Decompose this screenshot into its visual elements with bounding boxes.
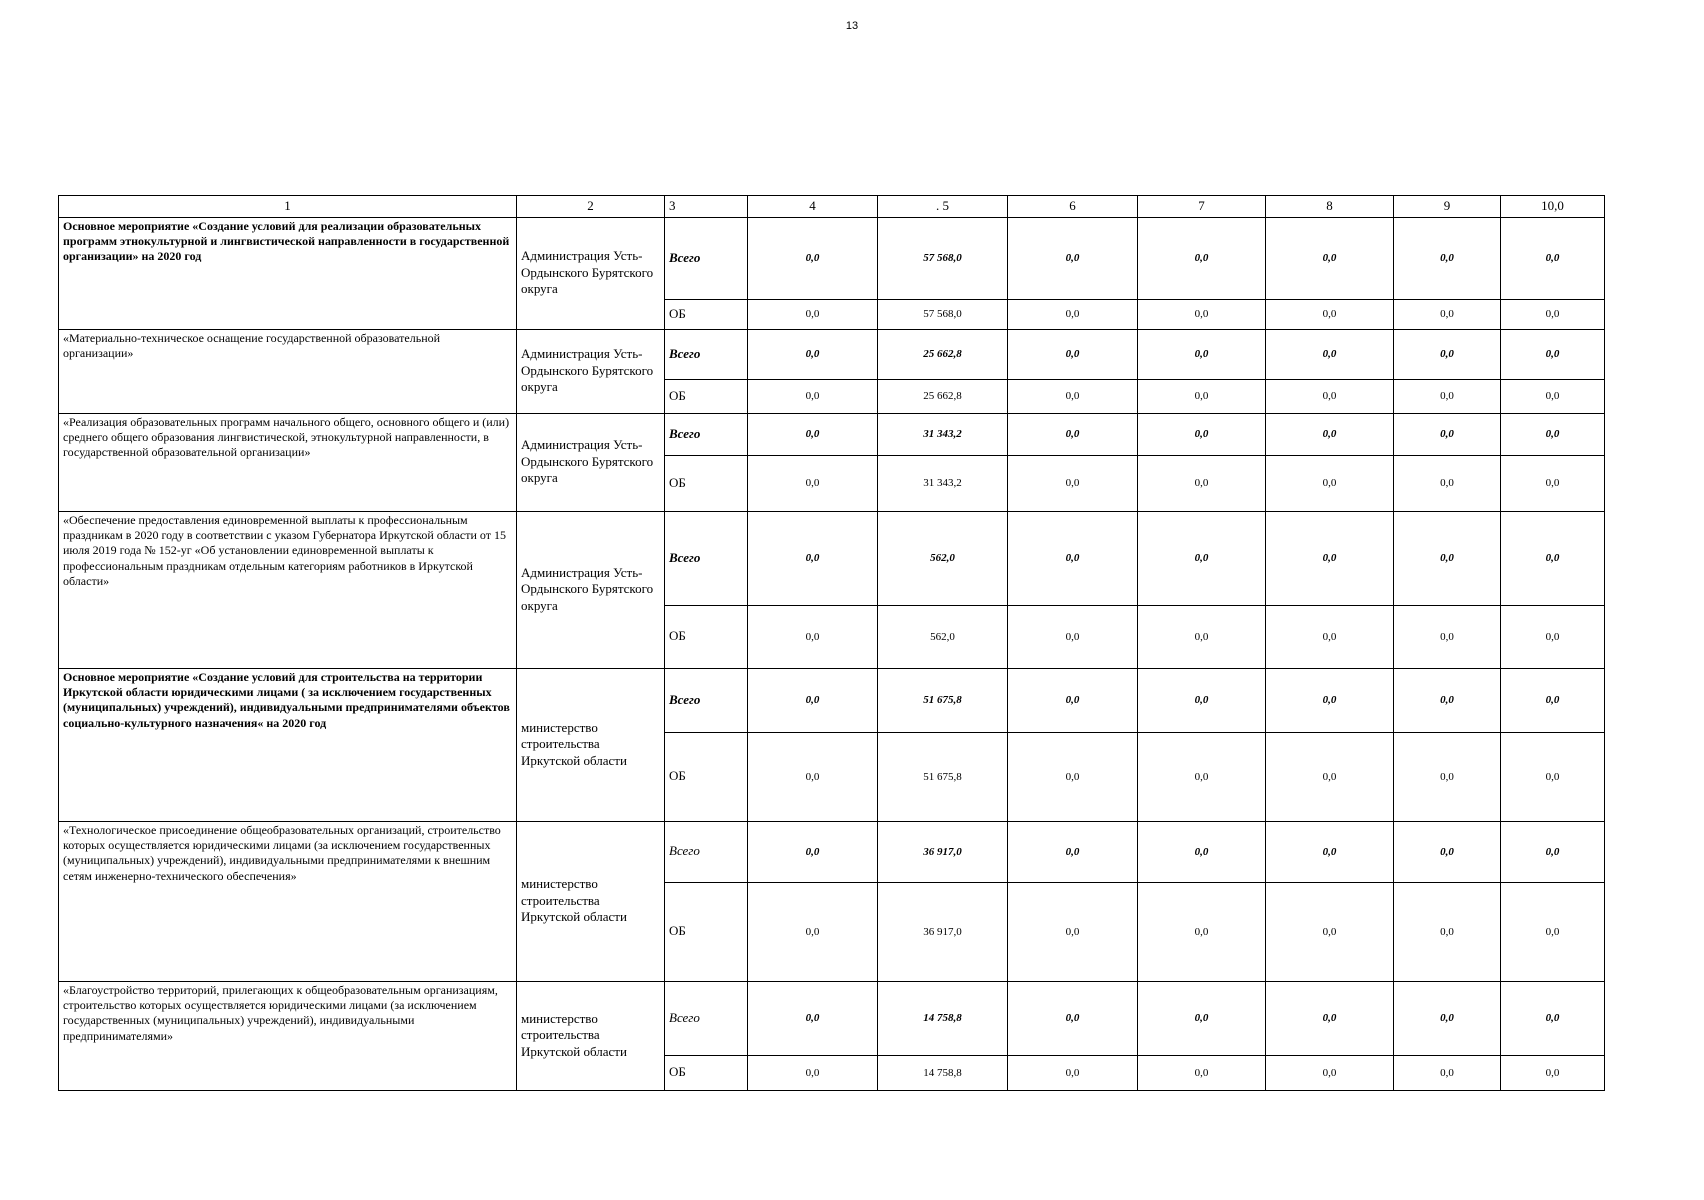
value-cell: 0,0	[1501, 299, 1605, 329]
activity-description: «Реализация образовательных программ начального общего, основного общего и (или) среднего общего образования лингвистической, этнокультурной направленности, в государственной образовательной организации»	[59, 413, 517, 511]
value-cell: 0,0	[1501, 511, 1605, 605]
value-cell: 0,0	[1008, 217, 1138, 299]
header-cell: 9	[1394, 196, 1501, 218]
value-cell: 0,0	[1138, 668, 1266, 732]
value-cell: 0,0	[748, 605, 878, 668]
value-cell: 0,0	[748, 299, 878, 329]
table-body	[59, 196, 1605, 1091]
budget-table	[58, 195, 1605, 1091]
value-cell: 0,0	[1138, 605, 1266, 668]
funding-source-total: Всего	[665, 329, 748, 379]
value-cell: 0,0	[1008, 379, 1138, 413]
value-cell: 0,0	[1501, 329, 1605, 379]
value-cell: 0,0	[1501, 413, 1605, 455]
value-cell: 14 758,8	[878, 1055, 1008, 1090]
value-cell: 0,0	[1266, 217, 1394, 299]
table-row-total	[59, 217, 1605, 299]
activity-description: «Благоустройство территорий, прилегающих к общеобразовательным организациям, строительство которых осуществляется юридическими лицами (за исключением государственных (муниципальных) учреждений), индивидуальными предпринимателями»	[59, 981, 517, 1090]
value-cell: 0,0	[1501, 379, 1605, 413]
value-cell: 0,0	[1394, 329, 1501, 379]
value-cell: 0,0	[748, 981, 878, 1055]
value-cell: 0,0	[1394, 605, 1501, 668]
value-cell: 0,0	[1138, 455, 1266, 511]
table-row-total	[59, 329, 1605, 379]
header-cell: 4	[748, 196, 878, 218]
header-cell: 8	[1266, 196, 1394, 218]
value-cell: 0,0	[748, 455, 878, 511]
value-cell: 0,0	[1008, 668, 1138, 732]
value-cell: 0,0	[1266, 1055, 1394, 1090]
value-cell: 0,0	[748, 379, 878, 413]
value-cell: 0,0	[1394, 882, 1501, 981]
value-cell: 0,0	[1138, 329, 1266, 379]
value-cell: 0,0	[748, 511, 878, 605]
table-row-total	[59, 413, 1605, 455]
value-cell: 0,0	[1008, 299, 1138, 329]
value-cell: 0,0	[1138, 821, 1266, 882]
table-row-total	[59, 668, 1605, 732]
value-cell: 0,0	[1008, 511, 1138, 605]
value-cell: 0,0	[1394, 981, 1501, 1055]
executor-cell: Администрация Усть-Ордынского Бурятского округа	[517, 413, 665, 511]
value-cell: 0,0	[1266, 882, 1394, 981]
value-cell: 0,0	[1501, 455, 1605, 511]
funding-source-ob: ОБ	[665, 882, 748, 981]
executor-cell: Администрация Усть-Ордынского Бурятского округа	[517, 511, 665, 668]
header-cell: 3	[665, 196, 748, 218]
header-cell: 7	[1138, 196, 1266, 218]
value-cell: 0,0	[1008, 882, 1138, 981]
value-cell: 0,0	[1501, 1055, 1605, 1090]
value-cell: 0,0	[1501, 217, 1605, 299]
value-cell: 14 758,8	[878, 981, 1008, 1055]
value-cell: 0,0	[748, 821, 878, 882]
value-cell: 0,0	[748, 1055, 878, 1090]
funding-source-total: Всего	[665, 511, 748, 605]
value-cell: 0,0	[1501, 605, 1605, 668]
funding-source-ob: ОБ	[665, 605, 748, 668]
value-cell: 0,0	[1138, 413, 1266, 455]
value-cell: 0,0	[1008, 1055, 1138, 1090]
value-cell: 0,0	[1394, 379, 1501, 413]
value-cell: 0,0	[1008, 981, 1138, 1055]
value-cell: 562,0	[878, 511, 1008, 605]
value-cell: 0,0	[1266, 511, 1394, 605]
value-cell: 0,0	[1394, 511, 1501, 605]
value-cell: 0,0	[1266, 299, 1394, 329]
value-cell: 31 343,2	[878, 413, 1008, 455]
value-cell: 0,0	[1008, 413, 1138, 455]
header-cell: 6	[1008, 196, 1138, 218]
value-cell: 0,0	[748, 668, 878, 732]
value-cell: 0,0	[1394, 668, 1501, 732]
value-cell: 0,0	[1266, 668, 1394, 732]
value-cell: 51 675,8	[878, 732, 1008, 821]
value-cell: 31 343,2	[878, 455, 1008, 511]
executor-cell: министерство строительства Иркутской области	[517, 981, 665, 1090]
value-cell: 0,0	[748, 217, 878, 299]
value-cell: 0,0	[1266, 379, 1394, 413]
header-cell: 10,0	[1501, 196, 1605, 218]
value-cell: 0,0	[1266, 329, 1394, 379]
table-row-total	[59, 981, 1605, 1055]
value-cell: 0,0	[1008, 605, 1138, 668]
value-cell: 0,0	[1008, 455, 1138, 511]
funding-source-ob: ОБ	[665, 299, 748, 329]
value-cell: 0,0	[1266, 732, 1394, 821]
funding-source-ob: ОБ	[665, 732, 748, 821]
funding-source-ob: ОБ	[665, 455, 748, 511]
value-cell: 0,0	[1138, 1055, 1266, 1090]
value-cell: 25 662,8	[878, 329, 1008, 379]
value-cell: 0,0	[748, 329, 878, 379]
value-cell: 562,0	[878, 605, 1008, 668]
value-cell: 0,0	[1138, 882, 1266, 981]
executor-cell: министерство строительства Иркутской области	[517, 821, 665, 981]
table-row-total	[59, 511, 1605, 605]
value-cell: 51 675,8	[878, 668, 1008, 732]
funding-source-ob: ОБ	[665, 379, 748, 413]
value-cell: 57 568,0	[878, 299, 1008, 329]
value-cell: 0,0	[1266, 455, 1394, 511]
value-cell: 0,0	[1138, 732, 1266, 821]
header-cell: 1	[59, 196, 517, 218]
value-cell: 0,0	[748, 882, 878, 981]
activity-description: Основное мероприятие «Создание условий для строительства на территории Иркутской области юридическими лицами ( за исключением государственных (муниципальных) учреждений), индивидуальными предпринимателями объектов социально-культурного назначения« на 2020 год	[59, 668, 517, 821]
value-cell: 36 917,0	[878, 821, 1008, 882]
executor-cell: Администрация Усть-Ордынского Бурятского округа	[517, 217, 665, 329]
value-cell: 0,0	[748, 732, 878, 821]
value-cell: 36 917,0	[878, 882, 1008, 981]
value-cell: 0,0	[1138, 981, 1266, 1055]
funding-source-total: Всего	[665, 668, 748, 732]
executor-cell: Администрация Усть-Ордынского Бурятского округа	[517, 329, 665, 413]
activity-description: «Технологическое присоединение общеобразовательных организаций, строительство которых осуществляется юридическими лицами (за исключением государственных (муниципальных) учреждений), индивидуальными предпринимателями к внешним сетям инженерно-технического обеспечения»	[59, 821, 517, 981]
value-cell: 0,0	[1138, 379, 1266, 413]
activity-description: «Материально-техническое оснащение государственной образовательной организации»	[59, 329, 517, 413]
funding-source-total: Всего	[665, 217, 748, 299]
funding-source-total: Всего	[665, 821, 748, 882]
value-cell: 0,0	[1394, 821, 1501, 882]
value-cell: 0,0	[1008, 732, 1138, 821]
value-cell: 0,0	[1501, 981, 1605, 1055]
value-cell: 0,0	[1501, 821, 1605, 882]
executor-cell: министерство строительства Иркутской области	[517, 668, 665, 821]
page-number: 13	[845, 20, 859, 32]
table-row-total	[59, 821, 1605, 882]
header-row	[59, 196, 1605, 218]
value-cell: 0,0	[1394, 413, 1501, 455]
header-cell: 2	[517, 196, 665, 218]
value-cell: 0,0	[1501, 668, 1605, 732]
value-cell: 0,0	[1008, 821, 1138, 882]
funding-source-total: Всего	[665, 413, 748, 455]
value-cell: 0,0	[748, 413, 878, 455]
value-cell: 0,0	[1394, 1055, 1501, 1090]
value-cell: 0,0	[1501, 732, 1605, 821]
value-cell: 0,0	[1266, 821, 1394, 882]
funding-source-total: Всего	[665, 981, 748, 1055]
value-cell: 0,0	[1266, 413, 1394, 455]
activity-description: «Обеспечение предоставления единовременной выплаты к профессиональным праздникам в 2020 году в соответствии с указом Губернатора Иркутской области от 15 июля 2019 года № 152-уг «Об установлении единовременной выплаты к профессиональным праздникам отдельным категориям работников в Иркутской области»	[59, 511, 517, 668]
value-cell: 0,0	[1008, 329, 1138, 379]
value-cell: 25 662,8	[878, 379, 1008, 413]
value-cell: 0,0	[1266, 605, 1394, 668]
funding-source-ob: ОБ	[665, 1055, 748, 1090]
value-cell: 57 568,0	[878, 217, 1008, 299]
value-cell: 0,0	[1138, 511, 1266, 605]
value-cell: 0,0	[1394, 299, 1501, 329]
value-cell: 0,0	[1266, 981, 1394, 1055]
value-cell: 0,0	[1138, 217, 1266, 299]
value-cell: 0,0	[1394, 455, 1501, 511]
value-cell: 0,0	[1394, 732, 1501, 821]
value-cell: 0,0	[1501, 882, 1605, 981]
value-cell: 0,0	[1394, 217, 1501, 299]
header-cell: . 5	[878, 196, 1008, 218]
value-cell: 0,0	[1138, 299, 1266, 329]
activity-description: Основное мероприятие «Создание условий для реализации образовательных программ этнокультурной и лингвистической направленности в государственной организации» на 2020 год	[59, 217, 517, 329]
